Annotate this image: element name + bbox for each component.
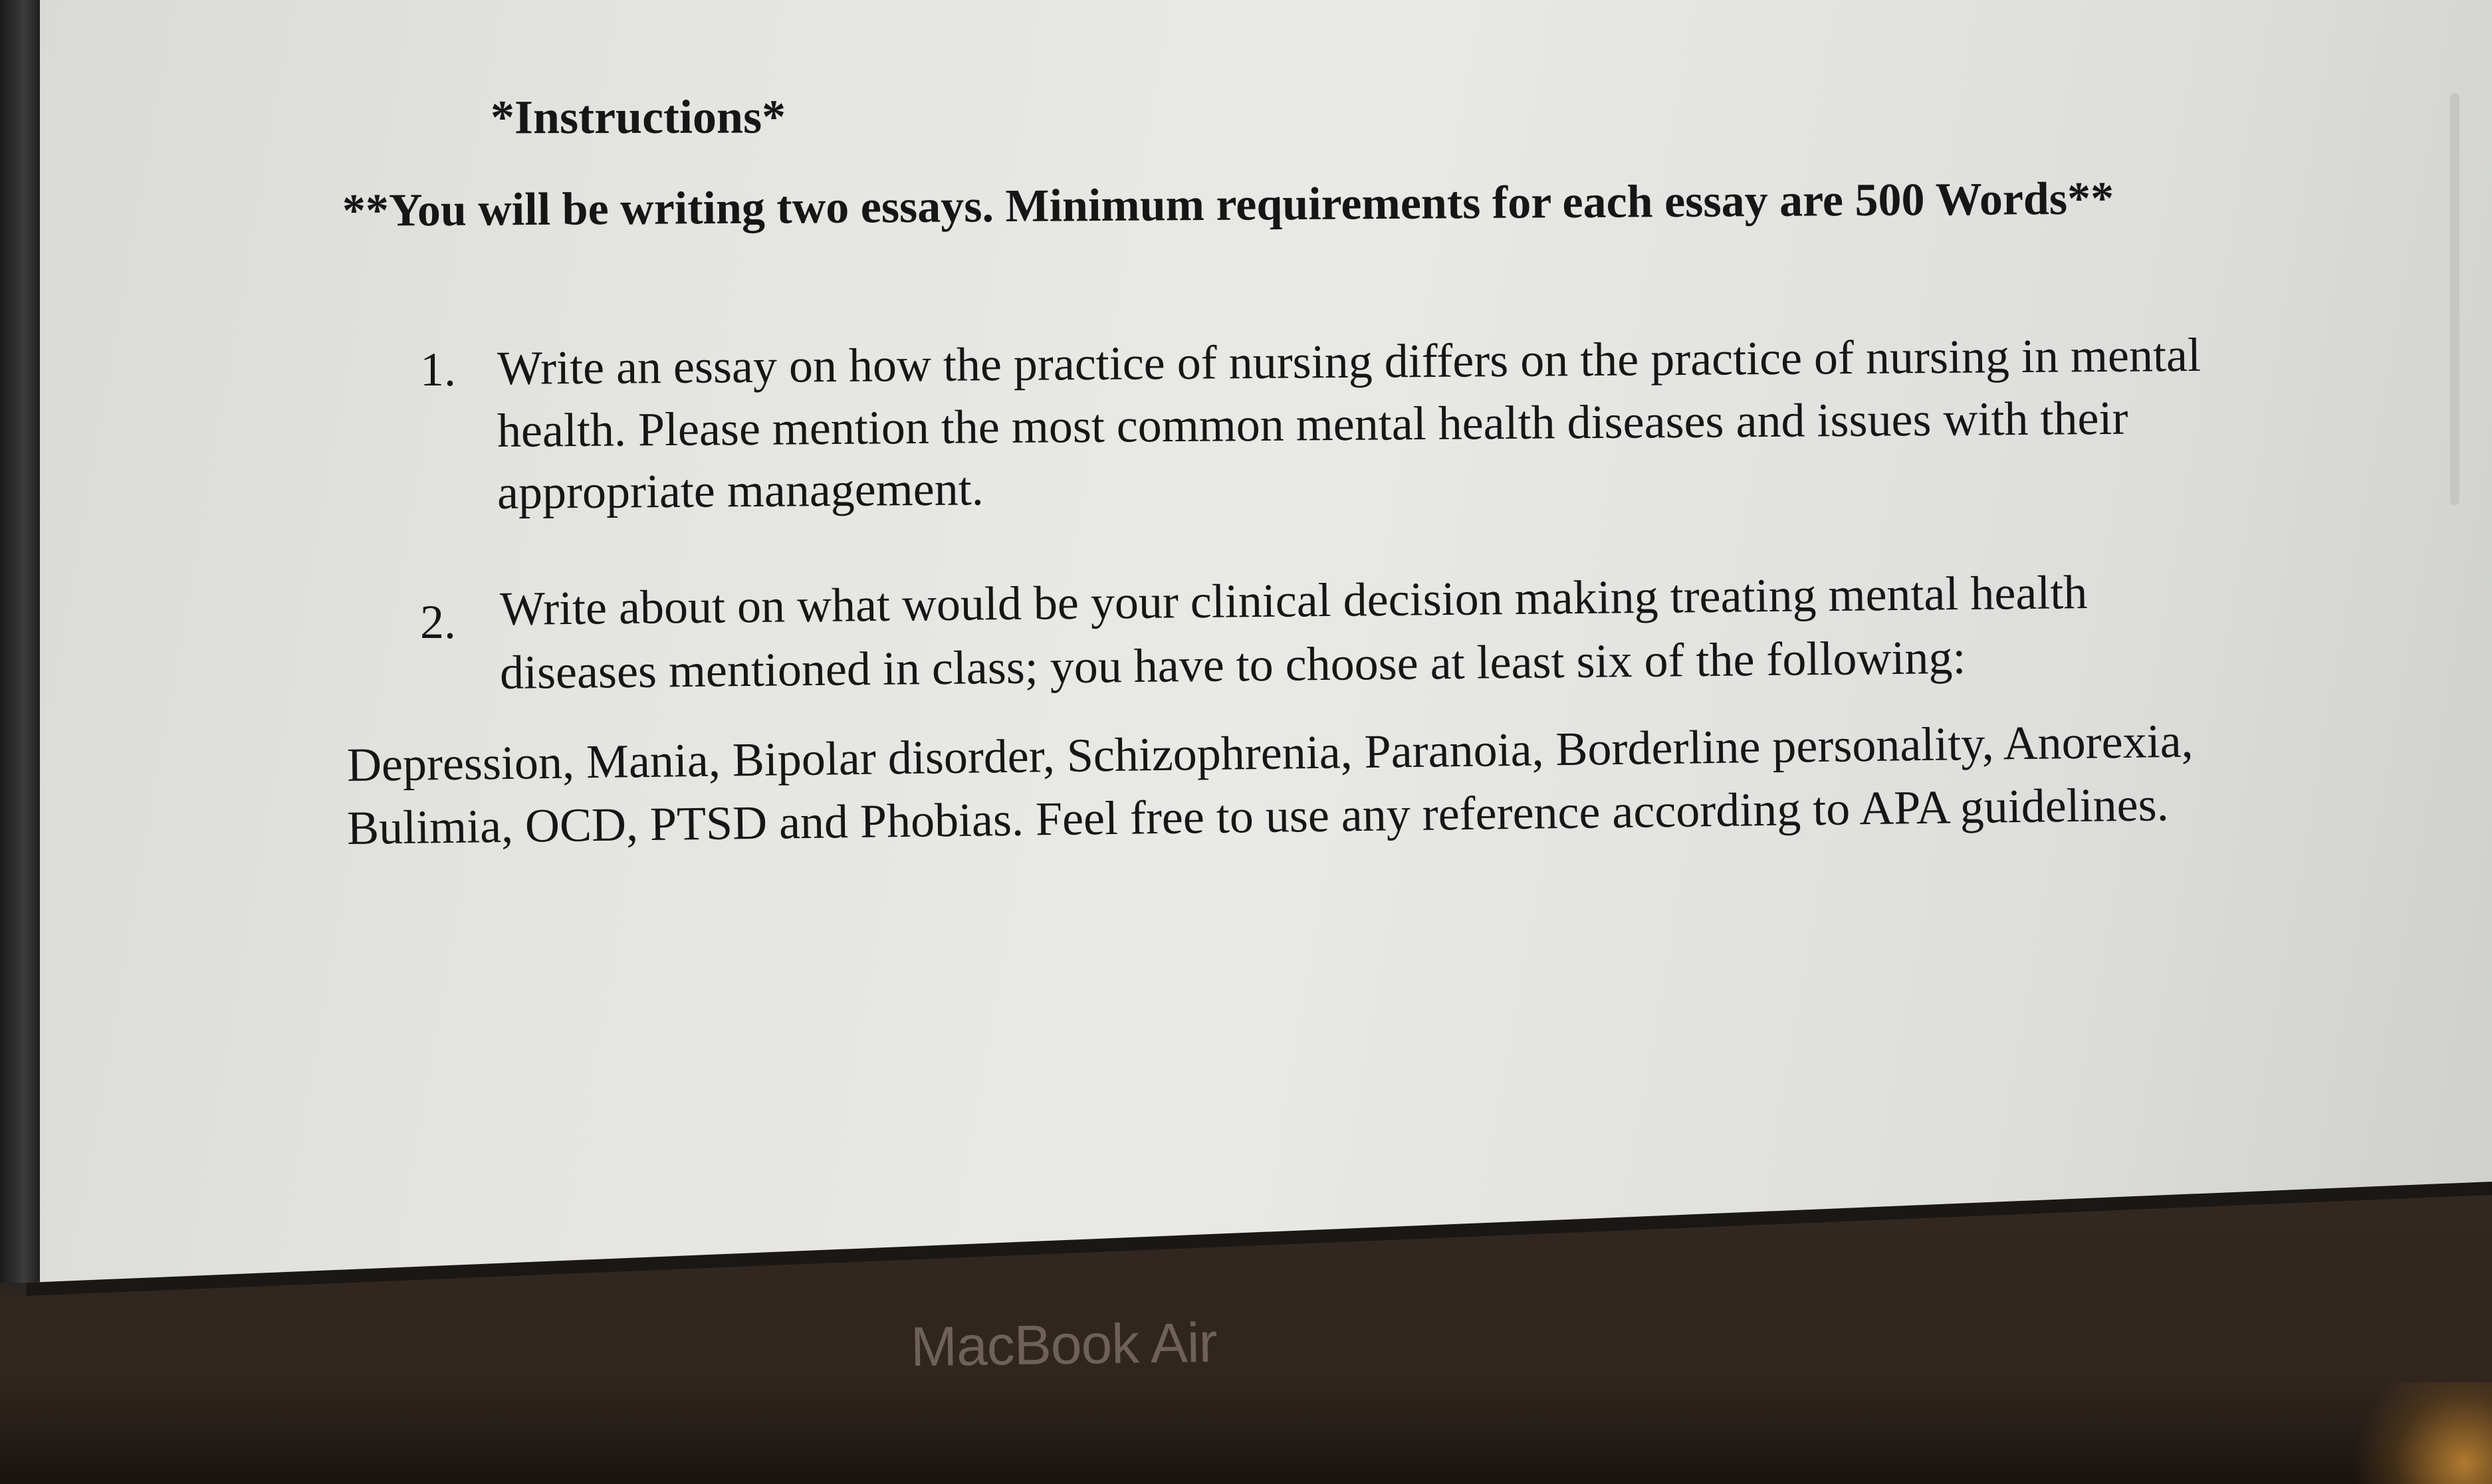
list-item-number: 2. — [420, 595, 456, 649]
list-item-line: diseases mentioned in class; you have to choose at least six of the following: — [499, 630, 1966, 699]
paragraph-line: Depression, Mania, Bipolar disorder, Schizophrenia, Paranoia, Borderline personality, Anorexia, — [346, 714, 2194, 792]
list-item-line: Write about on what would be your clinical decision making treating mental health — [499, 565, 2088, 635]
list-item-line: appropriate management. — [497, 462, 984, 519]
chin-shadow — [0, 1382, 2492, 1484]
corner-glow — [2353, 1382, 2492, 1484]
list-item-number: 1. — [420, 343, 456, 396]
laptop-brand-label: MacBook Air — [910, 1311, 1218, 1378]
document-heading: *Instructions* — [490, 90, 786, 144]
document-subheading: **You will be writing two essays. Minimum requirements for each essay are 500 Words** — [342, 173, 2114, 237]
paragraph-line: Bulimia, OCD, PTSD and Phobias. Feel free to use any reference according to APA guidelines. — [346, 778, 2170, 855]
list-item-line: Write an essay on how the practice of nursing differs on the practice of nursing in mental — [497, 328, 2202, 395]
list-item-line: health. Please mention the most common mental health diseases and issues with their — [497, 391, 2128, 457]
